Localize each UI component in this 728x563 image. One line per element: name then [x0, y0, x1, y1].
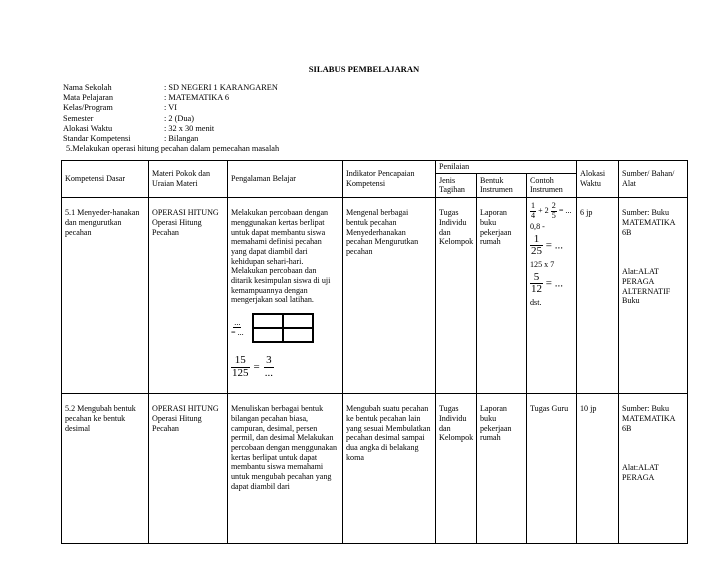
info-value: : SD NEGERI 1 KARANGAREN: [164, 83, 278, 92]
info-value: : 2 (Dua): [164, 113, 194, 123]
indikator-text: Mengubah suatu pecahan ke bentuk pecahan lain yang sesuai Membulatkan pecahan desimal sampai dua angka di belakang koma: [346, 404, 431, 462]
header-jenis: Jenis Tagihan: [436, 173, 477, 197]
denominator: 4: [531, 210, 536, 220]
page-title: SILABUS PEMBELAJARAN: [308, 64, 420, 74]
school-info: [63, 83, 278, 144]
bentuk-text: Laporan buku pekerjaan rumah: [480, 208, 512, 247]
header-penilaian: Penilaian: [436, 161, 577, 174]
table-row: [62, 394, 688, 544]
alat-text: Alat:ALAT PERAGA: [622, 463, 659, 482]
info-key: Semester: [63, 113, 94, 123]
contoh-line-5: [530, 272, 573, 296]
fraction: [530, 272, 543, 296]
fraction: [530, 234, 543, 258]
cell-indikator: [343, 198, 436, 394]
contoh-line-3: [530, 234, 573, 258]
equals-dots: = ...: [545, 239, 563, 252]
cell-materi: [149, 394, 228, 544]
contoh-line-4: 125 x 7: [530, 259, 555, 269]
info-key: Mata Pelajaran: [63, 93, 113, 103]
jenis-text: Tugas Individu dan Kelompok: [439, 208, 474, 247]
sumber-text: Sumber: Buku MATEMATIKA 6B: [622, 208, 676, 237]
alokasi-text: 10 jp: [580, 404, 597, 414]
contoh-dst: dst.: [530, 297, 542, 307]
info-key: Kelas/Program: [63, 103, 113, 113]
numerator: 3: [266, 354, 272, 367]
cell-materi: [149, 198, 228, 394]
numerator: 5: [533, 270, 540, 283]
indikator-text: Mengenal berbagai bentuk pecahan Menyederhanakan pecahan Mengurutkan pecahan: [346, 208, 419, 256]
denominator: ...: [264, 366, 273, 379]
cell-jenis: [436, 198, 477, 394]
info-key: Standar Kompetensi: [63, 133, 131, 143]
info-value: : Bilangan: [164, 133, 199, 143]
contoh-line-1: [530, 202, 573, 220]
info-row: [63, 114, 278, 124]
materi-text: OPERASI HITUNG Operasi Hitung Pecahan: [152, 404, 219, 433]
cell-bentuk: [477, 394, 527, 544]
cell-alokasi: [577, 198, 619, 394]
kompetensi-text: 5.1 Menyeder-hanakan dan mengurutkan pecahan: [65, 208, 140, 237]
header-contoh: Contoh Instrumen: [527, 173, 577, 197]
header-sumber: Sumber/ Bahan/ Alat: [619, 161, 688, 198]
bentuk-text: Laporan buku pekerjaan rumah: [480, 404, 512, 443]
fraction: [530, 202, 536, 220]
plus-text: + 2: [538, 205, 549, 215]
header-kompetensi: Kompetensi Dasar: [62, 161, 149, 198]
fold-illustration: [231, 313, 339, 343]
alat-text: Alat:ALAT PERAGA ALTERNATIF Buku: [622, 267, 671, 306]
cell-kompetensi: [62, 198, 149, 394]
contoh-line-2: 0,8 -: [530, 222, 545, 232]
header-row-1: [62, 161, 688, 174]
jenis-text: Tugas Individu dan Kelompok: [439, 404, 474, 443]
denominator: 5: [551, 210, 556, 220]
numerator: 15: [234, 354, 246, 367]
info-row: [63, 93, 278, 103]
cell-kompetensi: [62, 394, 149, 544]
cell-bentuk: [477, 198, 527, 394]
numerator: ...: [234, 317, 241, 327]
alokasi-text: 6 jp: [580, 208, 593, 218]
denominator: 25: [531, 245, 542, 258]
fraction: [551, 202, 557, 220]
info-value: : 32 x 30 menit: [164, 123, 215, 133]
fraction: [264, 355, 274, 379]
pengalaman-text: Menuliskan berbagai bentuk bilangan pecahan biasa, campuran, desimal, persen permil, dan desimal Melakukan percobaan dengan menggunakan kertas berlipat untuk dapat membantu siswa memahami untuk mengubah pecahan yang dapat diambil dari: [231, 404, 338, 491]
cell-sumber: [619, 394, 688, 544]
cell-contoh: [527, 198, 577, 394]
numerator: 2: [551, 201, 556, 211]
equals-dots: = ...: [558, 205, 572, 215]
contoh-text: Tugas Guru: [530, 404, 569, 414]
denominator: 125: [232, 366, 249, 379]
fraction: [233, 319, 241, 328]
fraction: [231, 355, 250, 379]
denominator: 12: [531, 283, 542, 296]
numerator: 1: [533, 232, 540, 245]
equivalent-fraction: [231, 355, 339, 379]
equals-dots: = ...: [231, 328, 244, 338]
table-row: [62, 198, 688, 394]
equals-sign: =: [253, 360, 260, 373]
info-value: : MATEMATIKA 6: [164, 93, 229, 103]
header-alokasi: Alokasi Waktu: [577, 161, 619, 198]
info-key: Nama Sekolah: [63, 83, 112, 92]
header-indikator: Indikator Pencapaian Kompetensi: [343, 161, 436, 198]
sumber-text: Sumber: Buku MATEMATIKA 6B: [622, 404, 676, 433]
materi-text: OPERASI HITUNG Operasi Hitung Pecahan: [152, 208, 219, 237]
pengalaman-text: Melakukan percobaan dengan menggunakan kertas berlipat untuk dapat membantu siswa memahami definisi pecahan yang dapat diambil dari kehidupan sehari-hari. Melakukan percobaan dan ditarik kesimpulan siswa di uji kemampuannya dengan mengerjakan soal latihan.: [231, 208, 331, 305]
equals-dots: = ...: [545, 277, 563, 290]
cell-pengalaman: [228, 198, 343, 394]
kompetensi-text: 5.2 Mengubah bentuk pecahan ke bentuk desimal: [65, 404, 136, 433]
header-pengalaman: Pengalaman Belajar: [228, 161, 343, 198]
cell-contoh: [527, 394, 577, 544]
info-row: [63, 134, 278, 144]
header-bentuk: Bentuk Instrumen: [477, 173, 527, 197]
cell-pengalaman: [228, 394, 343, 544]
info-key: Alokasi Waktu: [63, 123, 113, 133]
standar-kompetensi-line: 5.Melakukan operasi hitung pecahan dalam pemecahan masalah: [66, 144, 280, 153]
cell-alokasi: [577, 394, 619, 544]
numerator: 1: [531, 201, 536, 211]
header-materi: Materi Pokok dan Uraian Materi: [149, 161, 228, 198]
info-row: [63, 103, 278, 113]
cell-indikator: [343, 394, 436, 544]
info-value: : VI: [164, 103, 177, 113]
cell-sumber: [619, 198, 688, 394]
info-row: [63, 124, 278, 134]
cell-jenis: [436, 394, 477, 544]
syllabus-table: [61, 160, 688, 544]
folded-paper-drawing: [252, 313, 314, 343]
info-row: [63, 83, 278, 93]
